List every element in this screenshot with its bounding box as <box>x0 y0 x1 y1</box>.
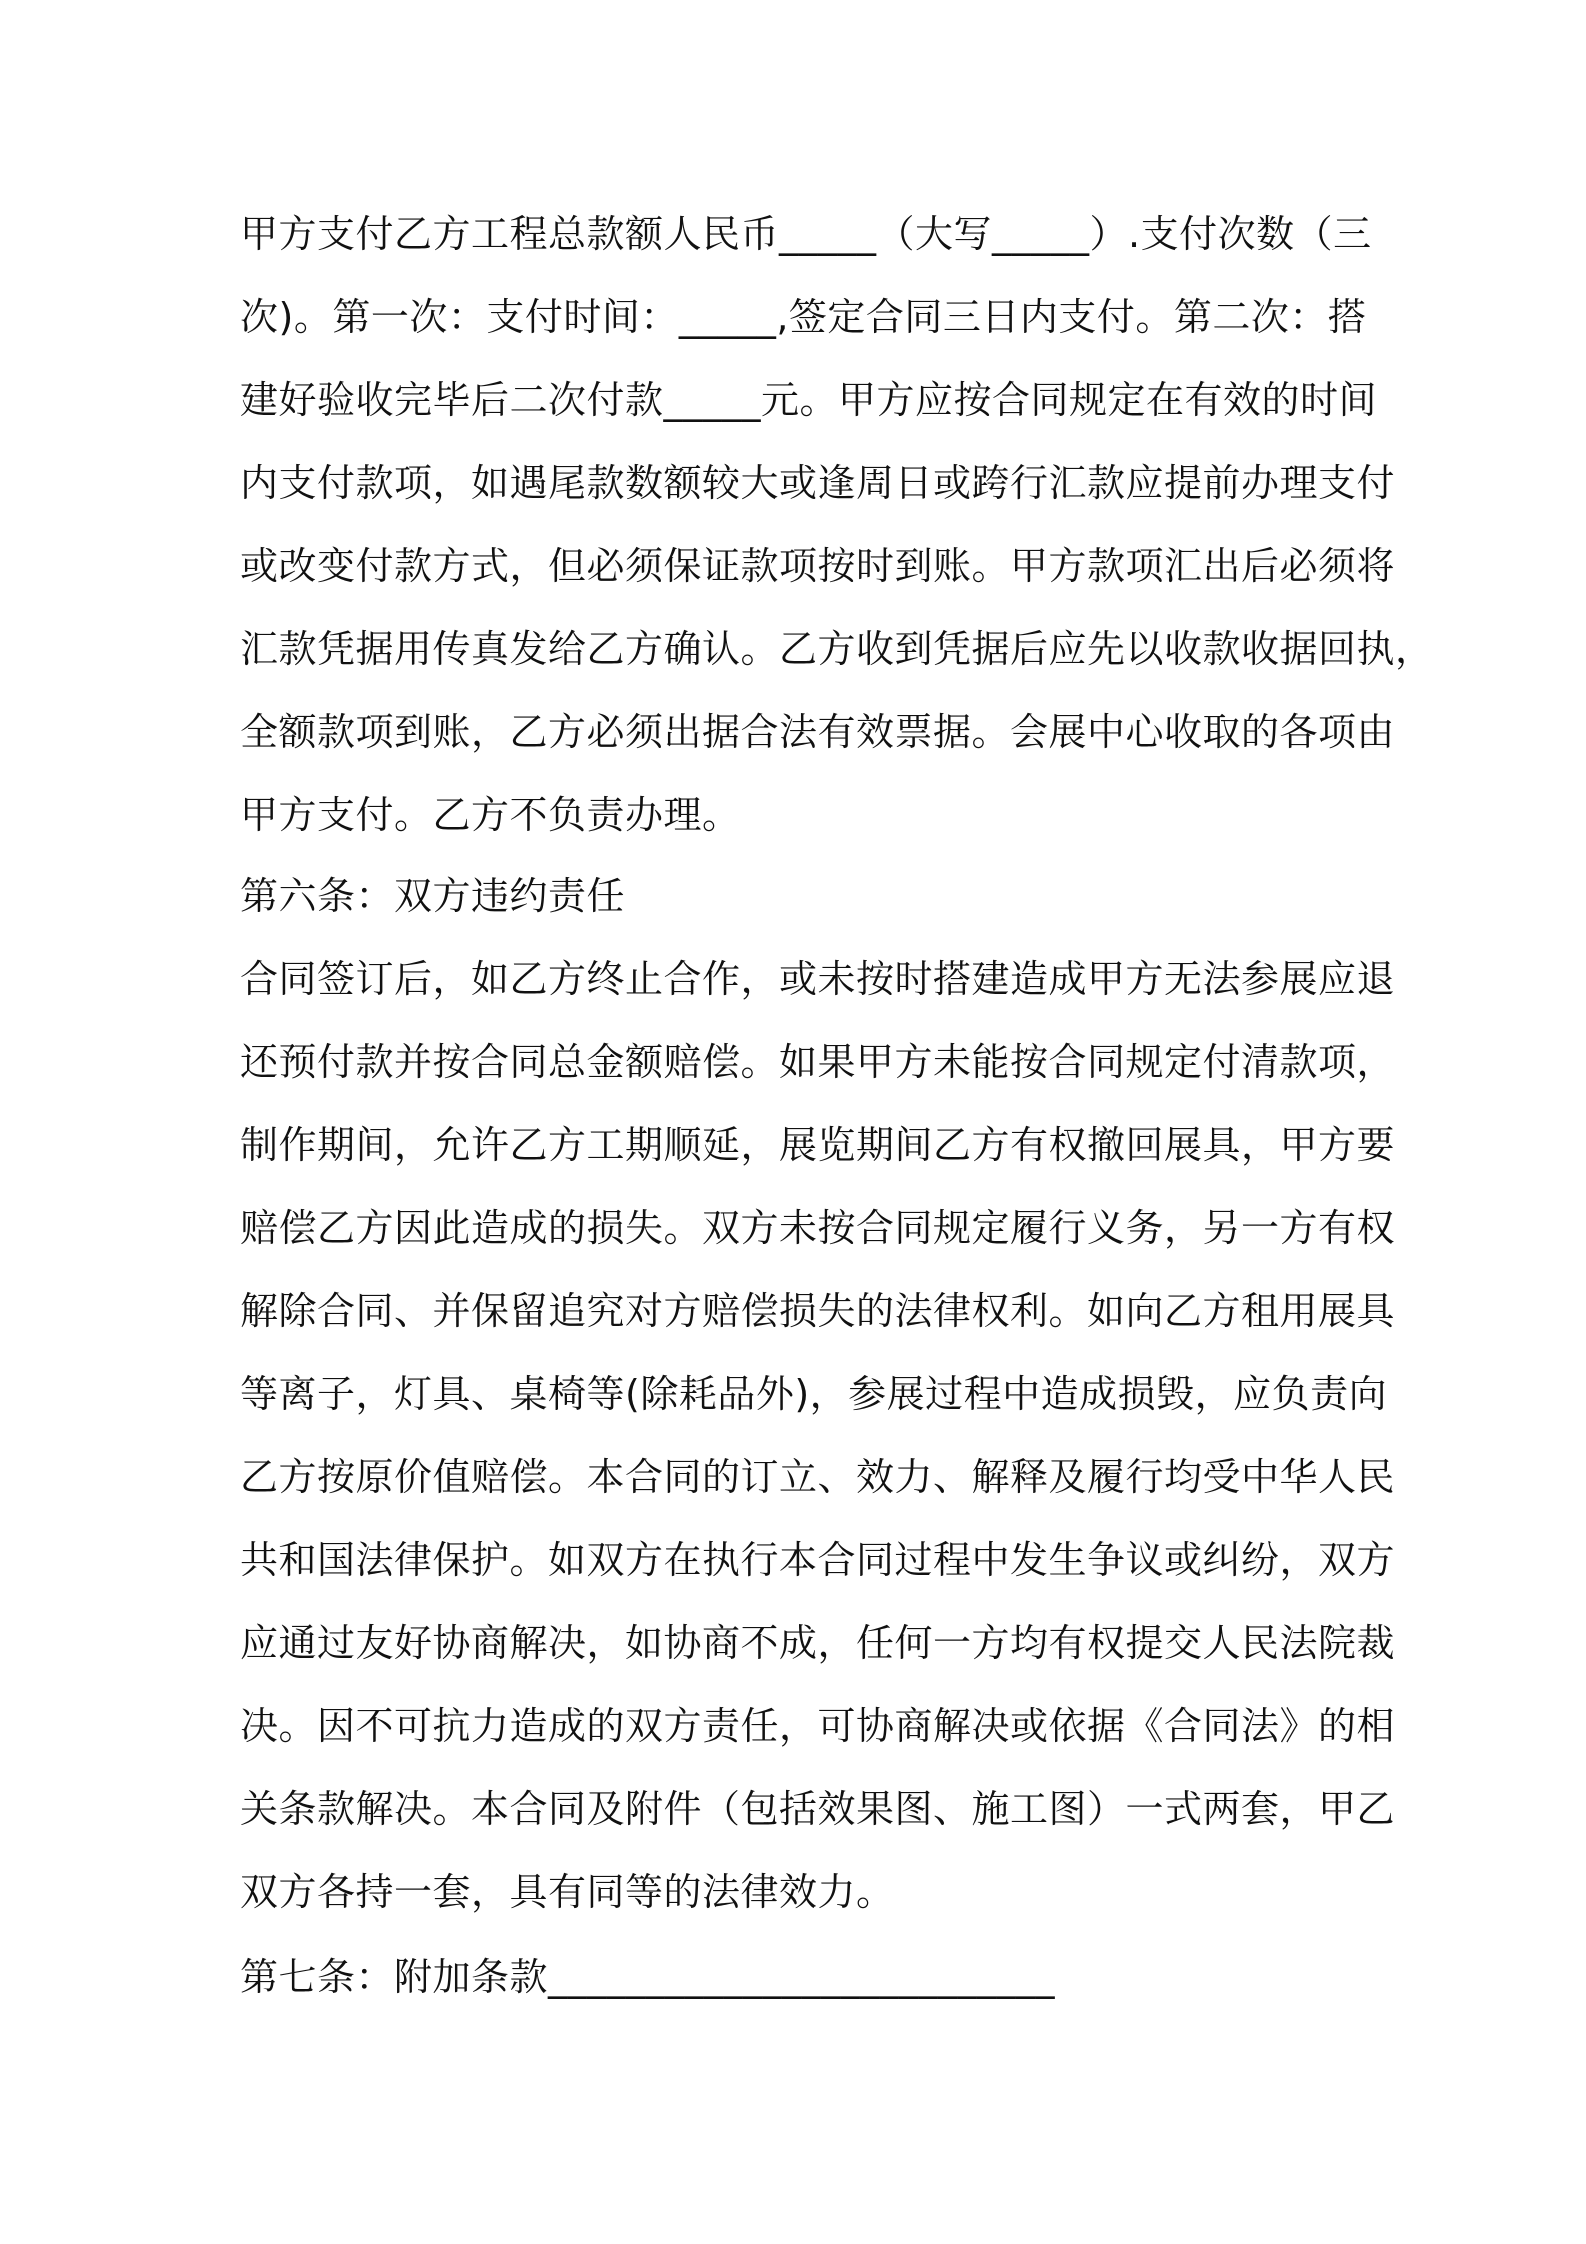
paragraph-line: 双方各持一套，具有同等的法律效力。 <box>240 1870 895 1914</box>
paragraph-line: 汇款凭据用传真发给乙方确认。乙方收到凭据后应先以收款收据回执， <box>240 627 1434 671</box>
paragraph-line: 关条款解决。本合同及附件（包括效果图、施工图）一式两套，甲乙 <box>240 1787 1396 1831</box>
paragraph-line: 甲方支付。乙方不负责办理。 <box>240 793 741 837</box>
paragraph-line: 次)。第一次：支付时间：_____,签定合同三日内支付。第二次：搭 <box>240 295 1367 339</box>
paragraph-line: 或改变付款方式，但必须保证款项按时到账。甲方款项汇出后必须将 <box>240 544 1396 588</box>
paragraph-line: 解除合同、并保留追究对方赔偿损失的法律权利。如向乙方租用展具 <box>240 1289 1396 1333</box>
paragraph-line: 内支付款项，如遇尾款数额较大或逢周日或跨行汇款应提前办理支付 <box>240 461 1396 505</box>
paragraph-line: 等离子，灯具、桌椅等(除耗品外)，参展过程中造成损毁，应负责向 <box>240 1372 1388 1416</box>
paragraph-line: 合同签订后，如乙方终止合作，或未按时搭建造成甲方无法参展应退 <box>240 957 1396 1001</box>
section-heading: 第六条：双方违约责任 <box>240 874 626 918</box>
paragraph-line: 乙方按原价值赔偿。本合同的订立、效力、解释及履行均受中华人民 <box>240 1455 1396 1499</box>
paragraph-line: 甲方支付乙方工程总款额人民币_____（大写_____）.支付次数（三 <box>240 212 1372 256</box>
paragraph-line: 制作期间，允许乙方工期顺延，展览期间乙方有权撤回展具，甲方要 <box>240 1123 1396 1167</box>
paragraph-line: 还预付款并按合同总金额赔偿。如果甲方未能按合同规定付清款项， <box>240 1040 1396 1084</box>
section-heading: 第七条：附加条款__________________________ <box>240 1955 1056 1999</box>
paragraph-line: 建好验收完毕后二次付款_____元。甲方应按合同规定在有效的时间 <box>240 378 1378 422</box>
paragraph-line: 应通过友好协商解决，如协商不成，任何一方均有权提交人民法院裁 <box>240 1621 1396 1665</box>
paragraph-line: 全额款项到账，乙方必须出据合法有效票据。会展中心收取的各项由 <box>240 710 1396 754</box>
paragraph-line: 赔偿乙方因此造成的损失。双方未按合同规定履行义务，另一方有权 <box>240 1206 1396 1250</box>
paragraph-line: 共和国法律保护。如双方在执行本合同过程中发生争议或纠纷，双方 <box>240 1538 1396 1582</box>
paragraph-line: 决。因不可抗力造成的双方责任，可协商解决或依据《合同法》的相 <box>240 1704 1396 1748</box>
